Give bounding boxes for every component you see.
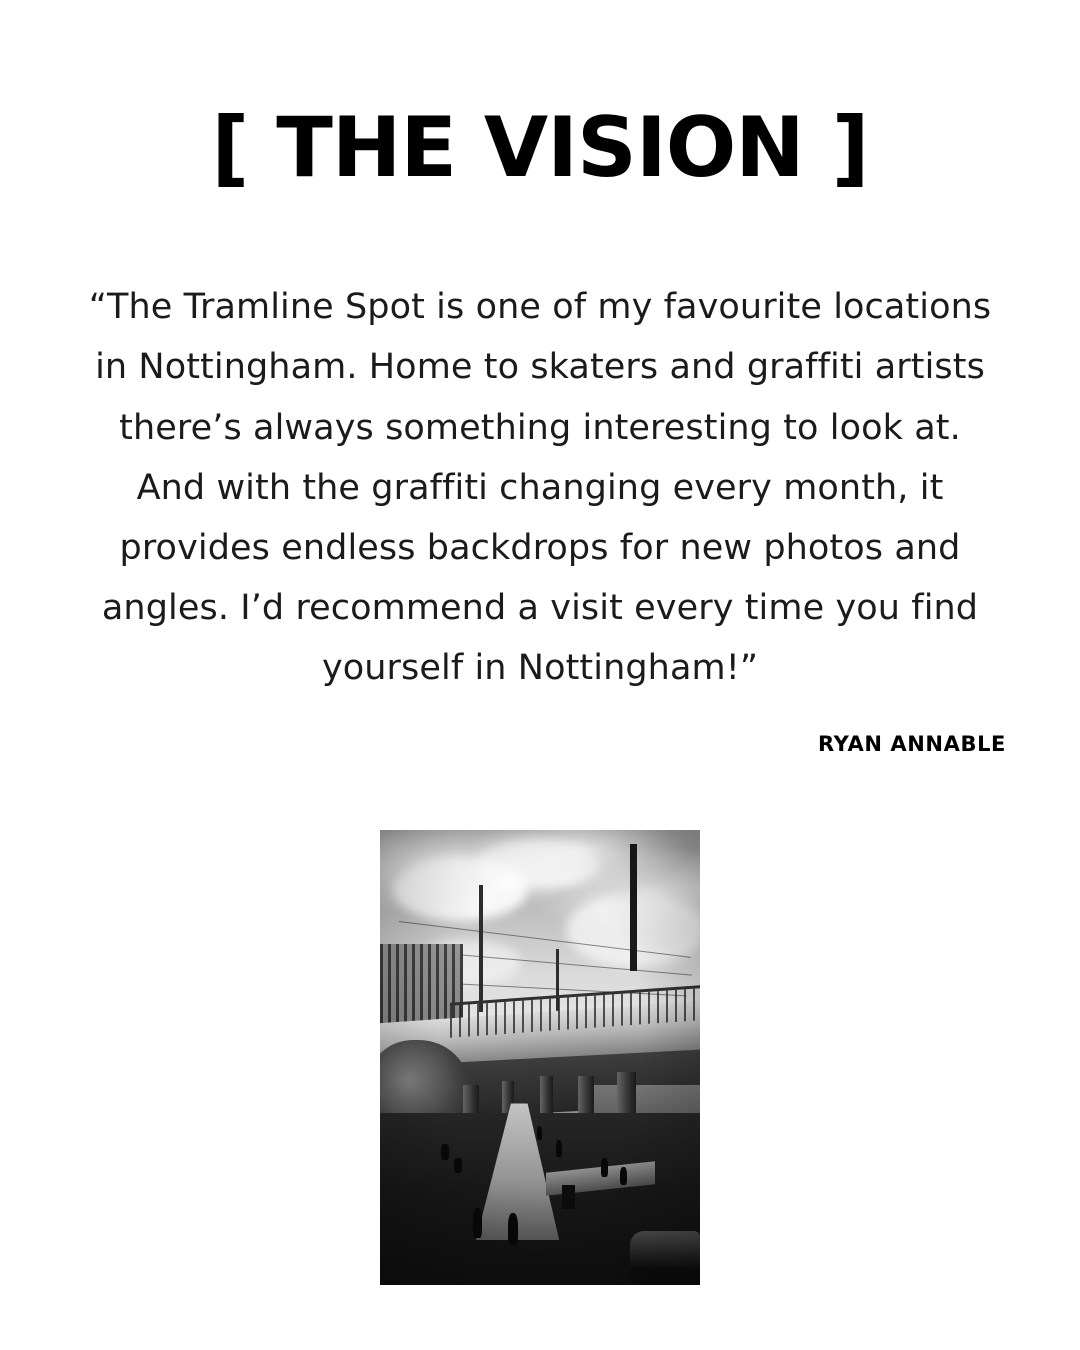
photo-person: [508, 1213, 518, 1245]
photo-person: [441, 1144, 449, 1160]
quote-attribution: RYAN ANNABLE: [818, 732, 1006, 757]
page-title: [ THE VISION ]: [211, 99, 869, 196]
quote-text: “The Tramline Spot is one of my favourite locations in Nottingham. Home to skaters and graffiti artists there’s always something interesting to look at. And with the graffiti changing every month, it provides endless backdrops for new photos and angles. I’d recommend a visit every time you find yourself in Nottingham!”: [88, 287, 992, 689]
photo-mast: [479, 885, 483, 1012]
photo-car: [630, 1231, 700, 1286]
photo-person: [537, 1126, 542, 1140]
photo-bin: [562, 1185, 575, 1209]
tramline-spot-photo: [380, 830, 700, 1285]
photo-container: [70, 830, 1010, 1285]
photo-person: [620, 1167, 627, 1185]
photo-person: [556, 1140, 562, 1157]
quote-section: [70, 277, 1010, 756]
photo-cloud: [476, 840, 598, 890]
photo-person: [454, 1158, 462, 1173]
photo-person: [601, 1158, 608, 1177]
photo-person: [473, 1208, 482, 1238]
photo-mast: [630, 844, 637, 971]
